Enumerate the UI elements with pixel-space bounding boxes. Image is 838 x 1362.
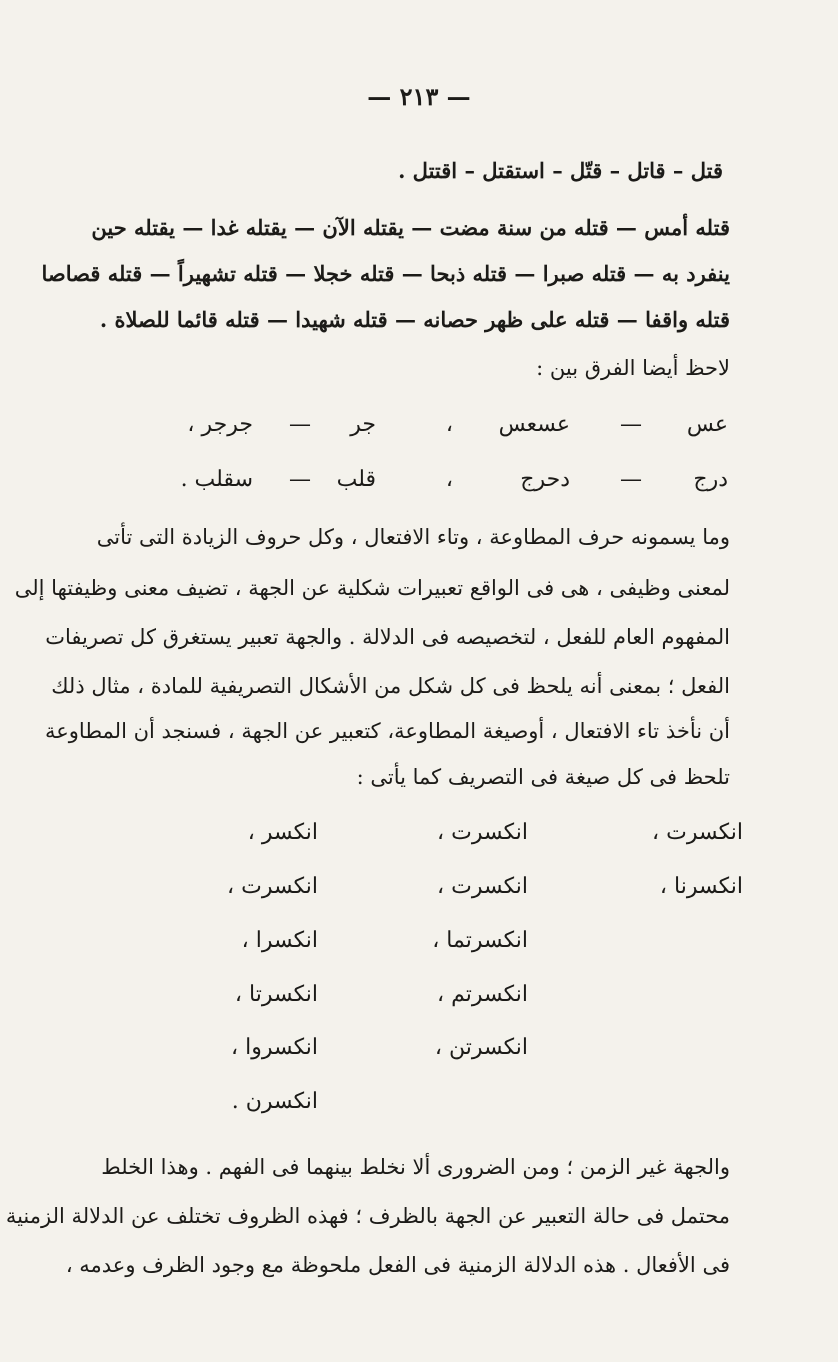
pair-dash: —	[620, 412, 642, 437]
conj-middle: انكسرتم ،	[436, 982, 528, 1007]
para-line: والجهة غير الزمن ؛ ومن الضرورى ألا نخلط بينهما فى الفهم . وهذا الخلط	[101, 1155, 730, 1179]
pair-comma: ،	[445, 467, 453, 492]
para-line: تلحظ فى كل صيغة فى التصريف كما يأتى :	[356, 765, 730, 789]
verb-forms-line: قتل – قاتل – قتّل – استقتل – اقتتل .	[398, 158, 723, 183]
conj-middle: انكسرتما ،	[432, 928, 528, 953]
conj-left: انكسرتا ،	[234, 982, 318, 1007]
conj-left: انكسرا ،	[241, 928, 318, 953]
pair-word: قلب	[336, 467, 376, 492]
conj-left: انكسر ،	[247, 820, 318, 845]
examples-line-2: ينفرد به — قتله صبرا — قتله ذبحا — قتله خجلا — قتله تشهيراً — قتله قصاصا	[41, 261, 730, 286]
pair-word: دحرج	[520, 467, 570, 492]
pair-dash: —	[620, 467, 642, 492]
pair-word: درج	[693, 467, 728, 492]
pair-comma: ،	[445, 412, 453, 437]
conj-right: انكسرت ،	[652, 820, 743, 845]
para-line: وما يسمونه حرف المطاوعة ، وتاء الافتعال ، وكل حروف الزيادة التى تأتى	[96, 525, 730, 549]
para-line: المفهوم العام للفعل ، لتخصيصه فى الدلالة . والجهة تعبير يستغرق كل تصريفات	[45, 625, 730, 649]
pair-dash: —	[289, 467, 311, 492]
pair-word: سقلب .	[180, 467, 253, 492]
conj-left: انكسرن .	[231, 1089, 318, 1114]
para-line: لمعنى وظيفى ، هى فى الواقع تعبيرات شكلية عن الجهة ، تضيف معنى وظيفتها إلى	[14, 576, 730, 600]
pair-word: جرجر ،	[187, 412, 253, 437]
para-line: فى الأفعال . هذه الدلالة الزمنية فى الفعل ملحوظة مع وجود الظرف وعدمه ،	[65, 1253, 730, 1277]
conj-left: انكسروا ،	[231, 1035, 318, 1060]
conj-right: انكسرنا ،	[659, 874, 743, 899]
conj-middle: انكسرت ،	[437, 820, 528, 845]
para-line: الفعل ؛ بمعنى أنه يلحظ فى كل شكل من الأشكال التصريفية للمادة ، مثال ذلك	[51, 674, 730, 698]
pair-word: جر	[350, 412, 376, 437]
page-number: — ٢١٣ —	[367, 82, 471, 111]
examples-line-3: قتله واقفا — قتله على ظهر حصانه — قتله شهيدا — قتله قائما للصلاة .	[99, 307, 730, 332]
para-line: محتمل فى حالة التعبير عن الجهة بالظرف ؛ فهذه الظروف تختلف عن الدلالة الزمنية	[5, 1204, 730, 1228]
examples-line-1: قتله أمس — قتله من سنة مضت — يقتله الآن — يقتله غدا — يقتله حين	[91, 215, 730, 240]
pair-dash: —	[289, 412, 311, 437]
conj-left: انكسرت ،	[227, 874, 318, 899]
para-line: أن نأخذ تاء الافتعال ، أوصيغة المطاوعة، كتعبير عن الجهة ، فسنجد أن المطاوعة	[44, 719, 730, 743]
note-heading: لاحظ أيضا الفرق بين :	[536, 356, 730, 380]
pair-word: عسعس	[498, 412, 570, 437]
pair-word: عس	[686, 412, 728, 437]
conj-middle: انكسرتن ،	[434, 1035, 528, 1060]
conj-middle: انكسرت ،	[437, 874, 528, 899]
